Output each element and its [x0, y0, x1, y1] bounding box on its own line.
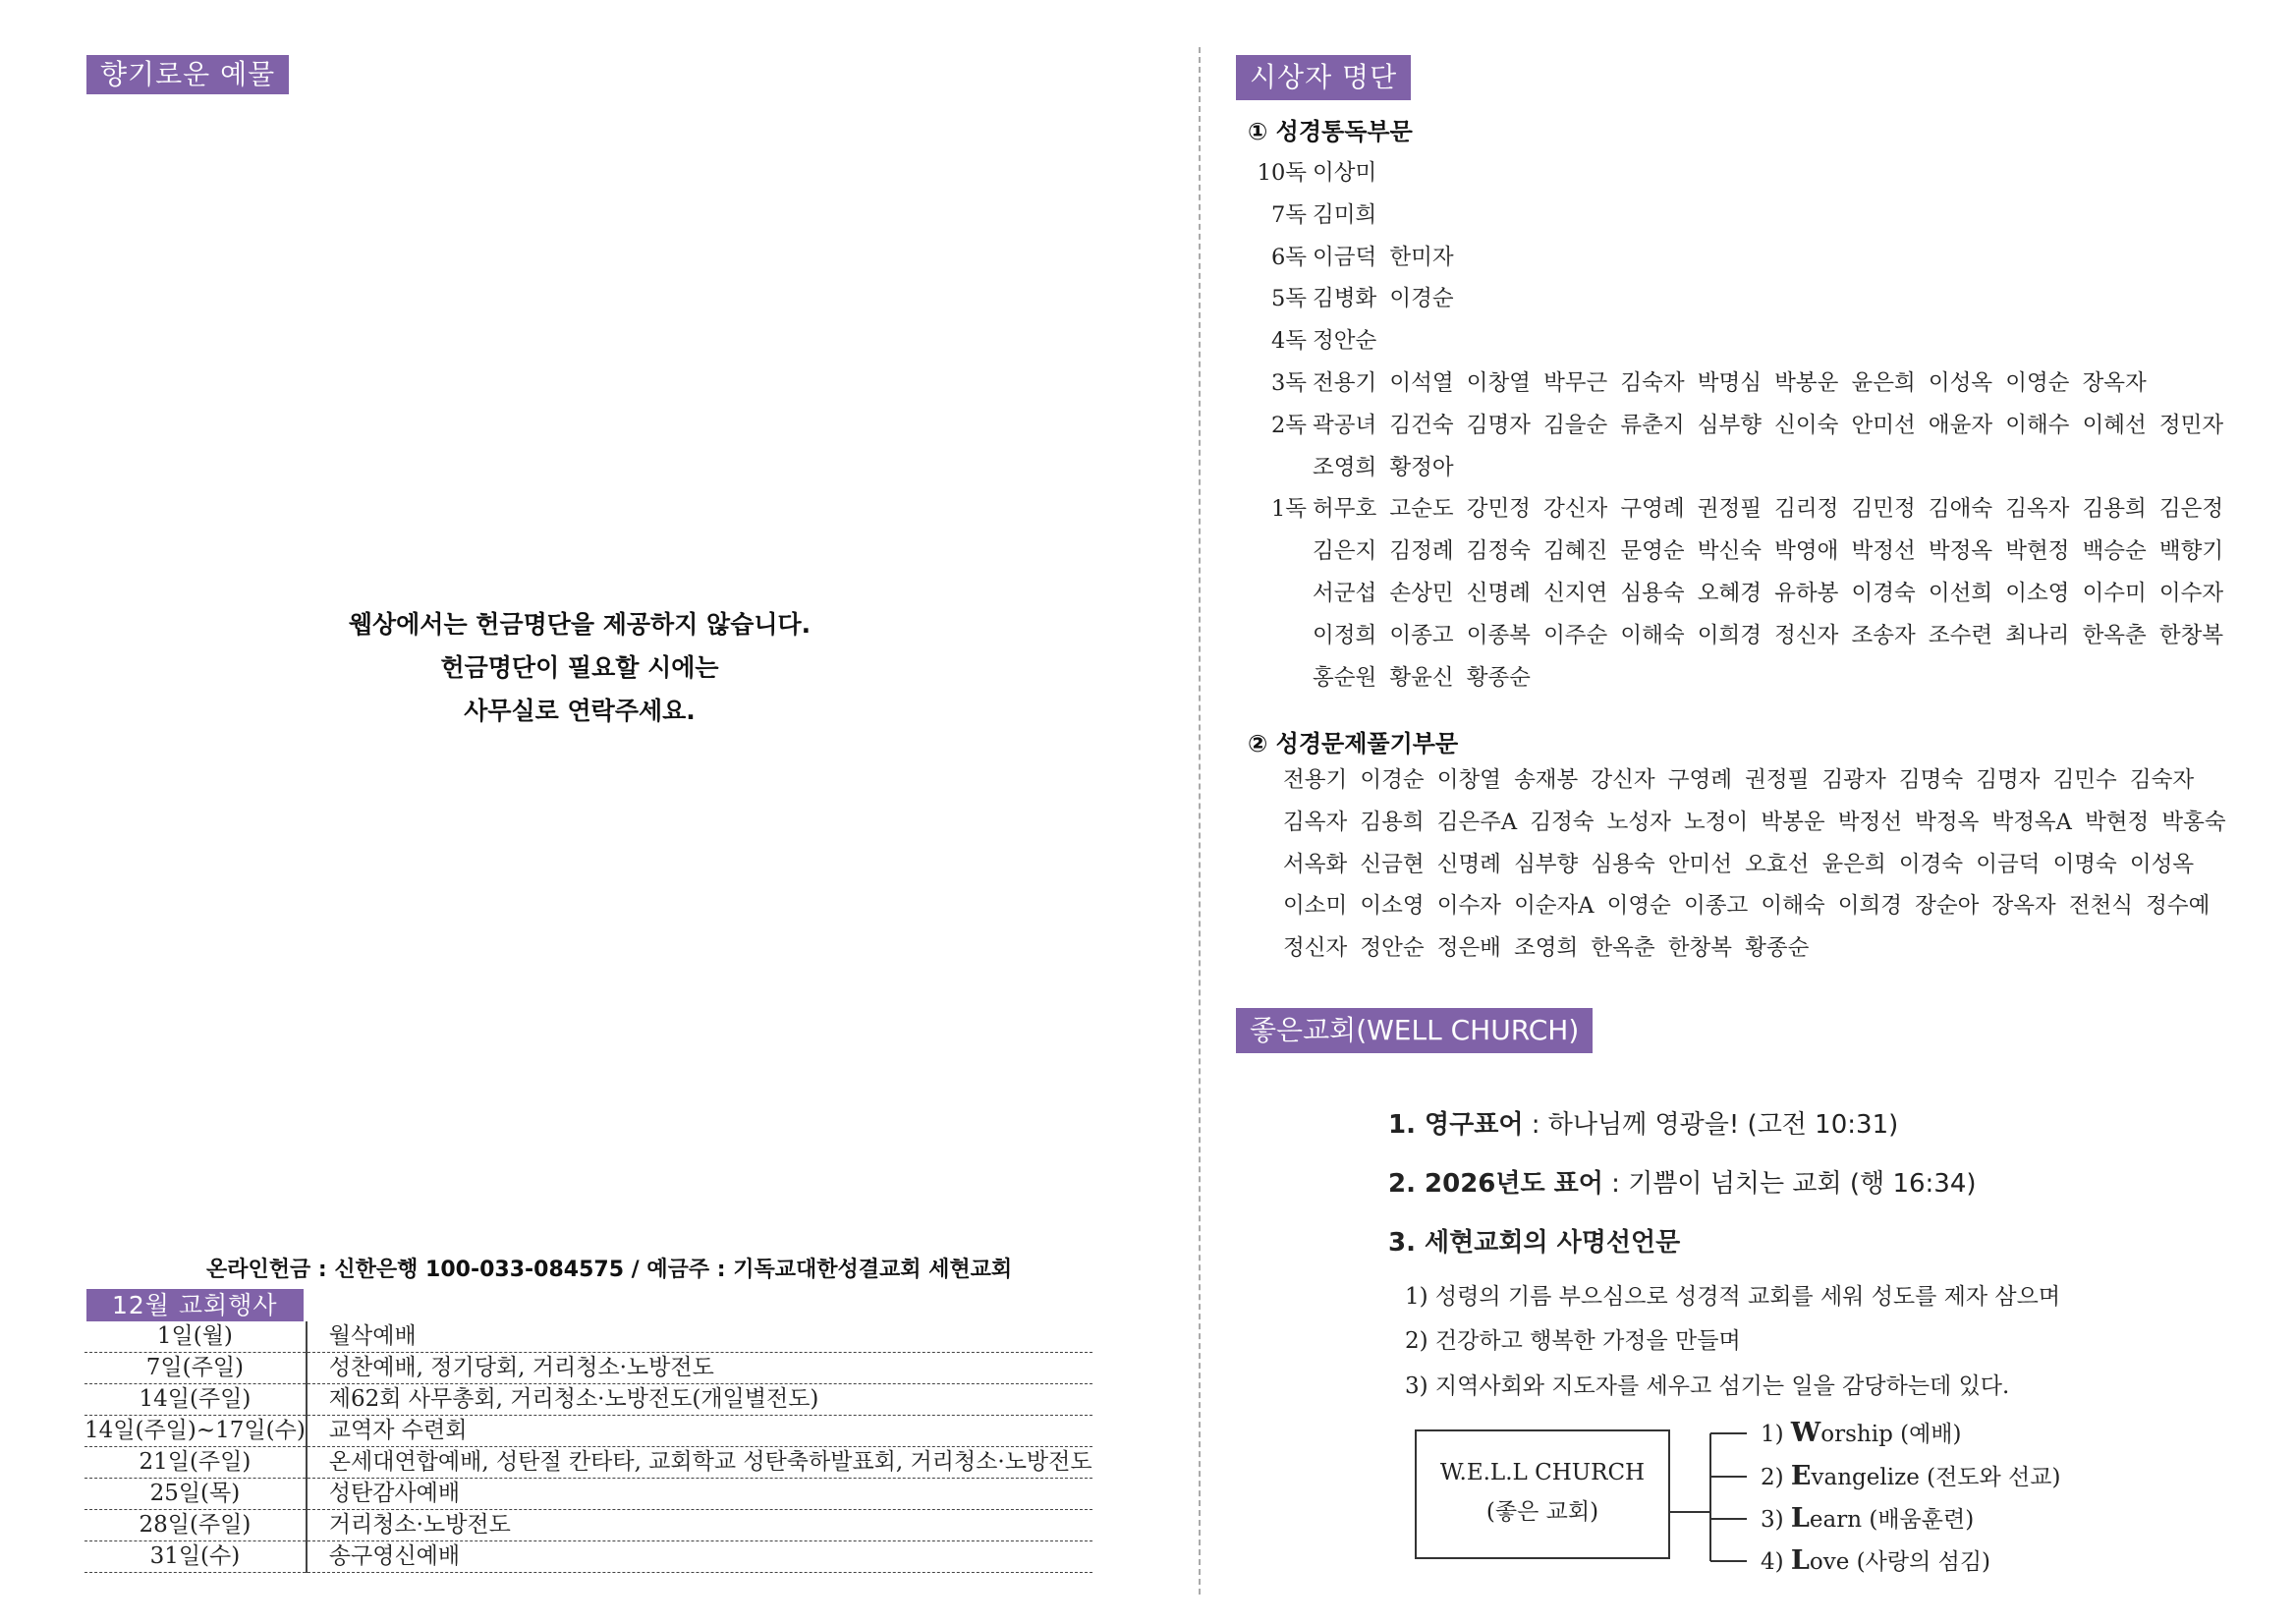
- list-item: [1250, 405, 2223, 447]
- reader-names: 이상미: [1313, 160, 1377, 186]
- mission-line: 2) 건강하고 행복한 가정을 만들며: [1405, 1328, 1741, 1354]
- list-item: 서옥화 신금현 신명례 심부향 심용숙 안미선 오효선 윤은희 이경숙 이금덕 이명숙 이성옥: [1283, 851, 2195, 877]
- reader-names: 김미희: [1313, 201, 1377, 228]
- reader-names: 김은지 김정례 김정숙 김혜진 문영순 박신숙 박영애 박정선 박정옥 박현정 백승순 백향기: [1313, 538, 2224, 565]
- item-initial: L: [1790, 1503, 1810, 1534]
- reading-section-title: ① 성경통독부문: [1248, 118, 1413, 145]
- reader-names: 조영희 황정아: [1313, 454, 1454, 480]
- quiz-award-list: [1283, 759, 2226, 970]
- reading-count: 10독: [1257, 160, 1307, 186]
- motto-sep: :: [1602, 1169, 1629, 1199]
- reading-count: [1250, 657, 1313, 700]
- events-table: [84, 1321, 1092, 1573]
- item-number: 3): [1761, 1507, 1784, 1533]
- list-item: 정신자 정안순 정은배 조영희 한옥춘 한창복 황종순: [1283, 935, 1810, 962]
- item-text: earn (배움훈련): [1809, 1507, 1975, 1533]
- item-number: 4): [1761, 1549, 1784, 1575]
- well-church-box: [1415, 1429, 1670, 1559]
- motto-label: 3. 세현교회의 사명선언문: [1388, 1228, 1681, 1258]
- list-item: [1250, 488, 2223, 531]
- reader-names: 이금덕 한미자: [1313, 244, 1454, 270]
- reader-names: 전용기 이석열 이창열 박무근 김숙자 박명심 박봉운 윤은희 이성옥 이영순 장옥자: [1313, 369, 2147, 396]
- event-desc: 성탄감사예배: [307, 1479, 1092, 1510]
- well-church-header: 좋은교회(WELL CHURCH): [1236, 1008, 1593, 1053]
- bracket-connector: [1670, 1425, 1761, 1572]
- event-desc: 성찬예배, 정기당회, 거리청소·노방전도: [307, 1353, 1092, 1384]
- reading-count: 6독: [1270, 244, 1307, 270]
- item-number: 2): [1761, 1465, 1784, 1490]
- list-item: [1250, 615, 2223, 657]
- list-item: [1250, 320, 2223, 363]
- item-text: orship (예배): [1820, 1422, 1962, 1447]
- motto-year: [1388, 1163, 1977, 1200]
- motto-sep: :: [1523, 1110, 1548, 1140]
- mission-statement-title: [1388, 1222, 1680, 1259]
- item-number: 1): [1761, 1422, 1784, 1447]
- event-date: 25일(목): [84, 1479, 307, 1510]
- event-date: 28일(주일): [84, 1510, 307, 1541]
- reading-count: [1250, 573, 1313, 615]
- list-item: [1250, 152, 2223, 195]
- reading-count: [1250, 531, 1313, 573]
- list-item: 전용기 이경순 이창열 송재봉 강신자 구영례 권정필 김광자 김명숙 김명자 김민수 김숙자: [1283, 767, 2195, 793]
- event-desc: 제62회 사무총회, 거리청소·노방전도(개일별전도): [307, 1384, 1092, 1416]
- list-item: [1250, 195, 2223, 237]
- table-row: [84, 1510, 1092, 1541]
- list-item: 이소미 이소영 이수자 이순자A 이영순 이종고 이해숙 이희경 장순아 장옥자 전천식 정수예: [1283, 893, 2211, 920]
- list-item: 김옥자 김용희 김은주A 김정숙 노성자 노정이 박봉운 박정선 박정옥 박정옥A 박현정 박홍숙: [1283, 809, 2226, 835]
- list-item: [1250, 447, 2223, 489]
- quiz-section-title: ② 성경문제풀기부문: [1248, 730, 1459, 757]
- reading-count: 7독: [1270, 201, 1307, 228]
- table-row: [84, 1353, 1092, 1384]
- online-offering-info: 온라인헌금 : 신한은행 100-033-084575 / 예금주 : 기독교대한성결교회 세현교회: [206, 1258, 1013, 1282]
- item-initial: E: [1790, 1461, 1812, 1491]
- reader-names: 허무호 고순도 강민정 강신자 구영례 권정필 김리정 김민정 김애숙 김옥자 김용희 김은정: [1313, 496, 2224, 523]
- reading-count: 2독: [1270, 412, 1307, 438]
- list-item: [1250, 531, 2223, 573]
- reader-names: 정안순: [1313, 328, 1377, 355]
- box-subtitle: (좋은 교회): [1485, 1499, 1599, 1525]
- event-date: 31일(수): [84, 1541, 307, 1573]
- motto-text: 하나님께 영광을! (고전 10:31): [1547, 1110, 1899, 1140]
- reader-names: 서군섭 손상민 신명례 신지연 심용숙 오혜경 유하봉 이경숙 이선희 이소영 이수미 이수자: [1313, 580, 2224, 606]
- reader-names: 홍순원 황윤신 황종순: [1313, 664, 1531, 691]
- event-date: 7일(주일): [84, 1353, 307, 1384]
- box-title: W.E.L.L CHURCH: [1439, 1460, 1646, 1485]
- mission-line: 3) 지역사회와 지도자를 세우고 섬기는 일을 감당하는데 있다.: [1405, 1373, 2010, 1399]
- table-row: [84, 1479, 1092, 1510]
- event-desc: 송구영신예배: [307, 1541, 1092, 1573]
- notice-line: 웹상에서는 헌금명단을 제공하지 않습니다.: [348, 610, 812, 639]
- list-item: [1250, 278, 2223, 320]
- event-date: 21일(주일): [84, 1447, 307, 1479]
- event-desc: 온세대연합예배, 성탄절 칸타타, 교회학교 성탄축하발표회, 거리청소·노방전도: [307, 1447, 1092, 1479]
- reader-names: 김병화 이경순: [1313, 286, 1454, 312]
- reading-count: 5독: [1270, 286, 1307, 312]
- table-row: [84, 1384, 1092, 1416]
- well-item-learn: [1761, 1501, 1974, 1534]
- reading-count: 3독: [1270, 369, 1307, 396]
- reading-count: [1250, 615, 1313, 657]
- event-desc: 교역자 수련회: [307, 1416, 1092, 1447]
- table-row: [84, 1541, 1092, 1573]
- mission-line: 1) 성령의 기름 부으심으로 성경적 교회를 세워 성도를 제자 삼으며: [1405, 1284, 2061, 1310]
- motto-eternal: [1388, 1104, 1898, 1141]
- list-item: [1250, 237, 2223, 279]
- event-desc: 월삭예배: [307, 1321, 1092, 1353]
- reading-count: 1독: [1270, 496, 1307, 523]
- item-initial: W: [1790, 1418, 1821, 1448]
- event-desc: 거리청소·노방전도: [307, 1510, 1092, 1541]
- item-text: ove (사랑의 섬김): [1809, 1549, 1991, 1575]
- notice-line: 헌금명단이 필요할 시에는: [440, 653, 719, 682]
- list-item: [1250, 573, 2223, 615]
- motto-text: 기쁨이 넘치는 교회 (행 16:34): [1628, 1169, 1977, 1199]
- reading-award-list: [1250, 152, 2223, 699]
- reading-count: [1250, 447, 1313, 489]
- table-row: [84, 1321, 1092, 1353]
- table-row: [84, 1416, 1092, 1447]
- reader-names: 이정희 이종고 이종복 이주순 이해숙 이희경 정신자 조송자 조수련 최나리 한옥춘 한창복: [1313, 622, 2224, 648]
- offering-notice: [275, 603, 884, 733]
- offering-header: 향기로운 예물: [86, 55, 289, 94]
- item-initial: L: [1790, 1545, 1810, 1576]
- event-date: 1일(월): [84, 1321, 307, 1353]
- awards-header: 시상자 명단: [1236, 55, 1411, 100]
- well-item-evangelize: [1761, 1459, 2060, 1491]
- motto-label: 2. 2026년도 표어: [1388, 1169, 1603, 1199]
- list-item: [1250, 657, 2223, 700]
- well-item-love: [1761, 1543, 1990, 1576]
- event-date: 14일(주일): [84, 1384, 307, 1416]
- list-item: [1250, 363, 2223, 405]
- events-header: 12월 교회행사: [86, 1289, 304, 1321]
- motto-label: 1. 영구표어: [1388, 1110, 1524, 1140]
- notice-line: 사무실로 연락주세요.: [464, 697, 696, 725]
- table-row: [84, 1447, 1092, 1479]
- well-item-worship: [1761, 1416, 1961, 1448]
- page-divider: [1199, 47, 1201, 1595]
- item-text: vangelize (전도와 선교): [1811, 1465, 2061, 1490]
- reader-names: 곽공녀 김건숙 김명자 김을순 류춘지 심부향 신이숙 안미선 애윤자 이해수 이혜선 정민자: [1313, 412, 2224, 438]
- event-date: 14일(주일)~17일(수): [84, 1416, 307, 1447]
- reading-count: 4독: [1270, 328, 1307, 355]
